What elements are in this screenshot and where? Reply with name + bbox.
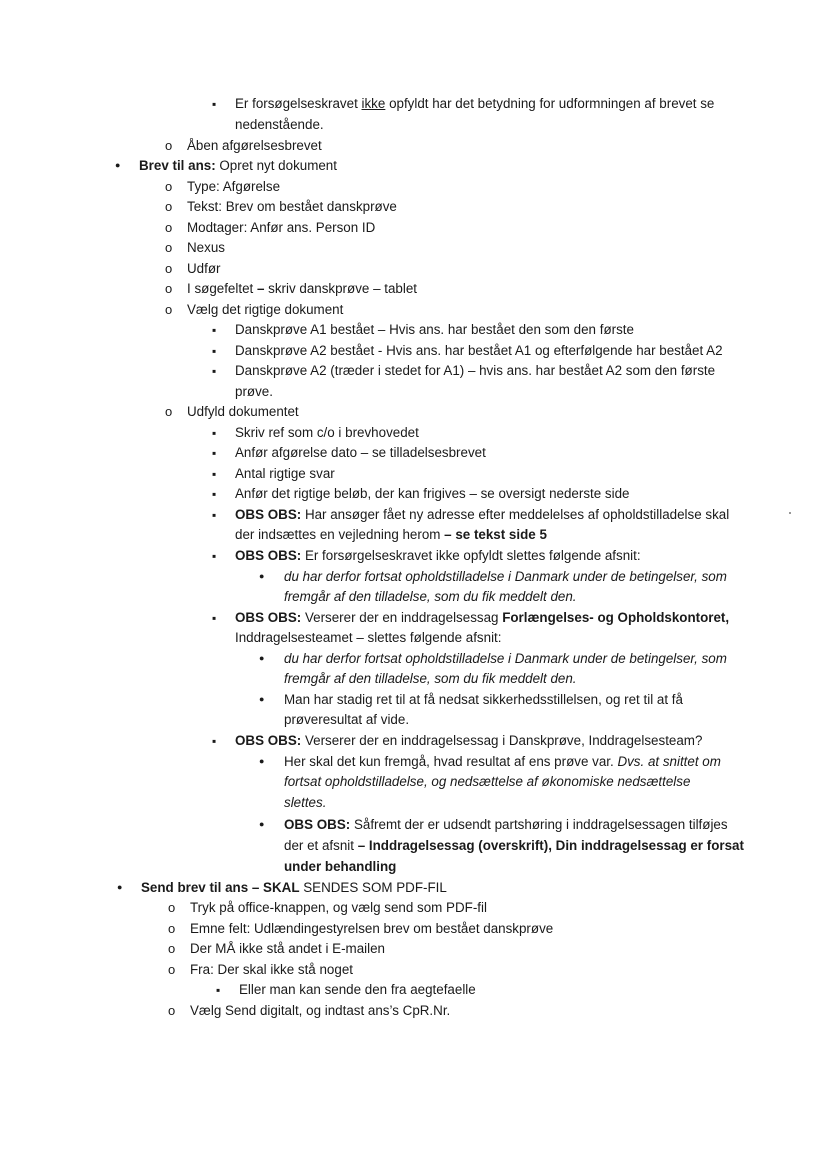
circle-bullet-icon xyxy=(165,279,172,299)
section-heading-brev: Brev til ans: Opret nyt dokument xyxy=(139,158,337,173)
text-line: Anfør det rigtige beløb, der kan frigives – se oversigt nederste side xyxy=(235,486,630,501)
text-line: der et afsnit – Inddragelsessag (overskrift), Din inddragelsessag er forsat xyxy=(284,838,744,853)
text-line: nedenstående. xyxy=(235,117,324,132)
circle-bullet-icon xyxy=(165,136,172,156)
text-line: Der MÅ ikke stå andet i E-mailen xyxy=(190,941,385,956)
text-line: OBS OBS: Såfremt der er udsendt partshøring i inddragelsessagen tilføjes xyxy=(284,817,728,832)
text-line: I søgefeltet – skriv danskprøve – tablet xyxy=(187,281,417,296)
square-bullet-icon xyxy=(212,608,216,628)
text-line: prøveresultat af vide. xyxy=(284,712,410,727)
square-bullet-icon xyxy=(212,320,216,340)
text-line: Antal rigtige svar xyxy=(235,466,335,481)
scan-speck xyxy=(789,512,791,514)
text-line: OBS OBS: Har ansøger fået ny adresse efter meddelelses af opholdstilladelse skal xyxy=(235,507,730,522)
text-line: Emne felt: Udlændingestyrelsen brev om bestået danskprøve xyxy=(190,921,554,936)
text-line: OBS OBS: Verserer der en inddragelsessag Forlængelses- og Opholdskontoret, xyxy=(235,610,730,625)
text-line: du har derfor fortsat opholdstilladelse i Danmark under de betingelser, som xyxy=(284,651,727,666)
square-bullet-icon xyxy=(216,980,220,1000)
square-bullet-icon xyxy=(212,361,216,381)
circle-bullet-icon xyxy=(168,919,175,939)
text-line: Udfør xyxy=(187,261,221,276)
square-bullet-icon xyxy=(212,341,216,361)
text-line: Er forsøgelseskravet ikke opfyldt har det betydning for udformningen af brevet se xyxy=(235,96,715,111)
circle-bullet-icon xyxy=(165,238,172,258)
text-line: du har derfor fortsat opholdstilladelse i Danmark under de betingelser, som xyxy=(284,569,727,584)
text-line: fremgår af den tilladelse, som du fik meddelt den. xyxy=(284,671,577,686)
circle-bullet-icon xyxy=(168,960,175,980)
dot-bullet-icon xyxy=(259,752,264,773)
text-line: Danskprøve A1 bestået – Hvis ans. har bestået den som den første xyxy=(235,322,634,337)
square-bullet-icon xyxy=(212,505,216,525)
circle-bullet-icon xyxy=(165,402,172,422)
text-line: Fra: Der skal ikke stå noget xyxy=(190,962,353,977)
text-line: Vælg Send digitalt, og indtast ans’s CpR.Nr. xyxy=(190,1003,451,1018)
text-line: under behandling xyxy=(284,859,397,874)
text-line: fortsat opholdstilladelse, og nedsættelse af økonomiske nedsættelse xyxy=(284,774,691,789)
text-line: Inddragelsesteamet – slettes følgende afsnit: xyxy=(235,630,502,645)
dot-bullet-icon xyxy=(117,878,122,899)
text-line: Modtager: Anfør ans. Person ID xyxy=(187,220,376,235)
text-line: fremgår af den tilladelse, som du fik meddelt den. xyxy=(284,589,577,604)
dot-bullet-icon xyxy=(259,815,264,836)
text-line: Skriv ref som c/o i brevhovedet xyxy=(235,425,419,440)
square-bullet-icon xyxy=(212,423,216,443)
circle-bullet-icon xyxy=(165,259,172,279)
text-line: Åben afgørelsesbrevet xyxy=(187,138,322,153)
text-line: Danskprøve A2 (træder i stedet for A1) – hvis ans. har bestået A2 som den første xyxy=(235,363,716,378)
text-line: Tryk på office-knappen, og vælg send som PDF-fil xyxy=(190,900,487,915)
text-line: Her skal det kun fremgå, hvad resultat af ens prøve var. Dvs. at snittet om xyxy=(284,754,721,769)
text-line: Anfør afgørelse dato – se tilladelsesbrevet xyxy=(235,445,486,460)
circle-bullet-icon xyxy=(165,177,172,197)
text-line: Type: Afgørelse xyxy=(187,179,281,194)
dot-bullet-icon xyxy=(259,649,264,670)
square-bullet-icon xyxy=(212,731,216,751)
dot-bullet-icon xyxy=(259,567,264,588)
text-line: Man har stadig ret til at få nedsat sikkerhedsstillelsen, og ret til at få xyxy=(284,692,683,707)
text-line: slettes. xyxy=(284,795,327,810)
square-bullet-icon xyxy=(212,464,216,484)
text-line: Tekst: Brev om bestået danskprøve xyxy=(187,199,397,214)
dot-bullet-icon xyxy=(259,690,264,711)
circle-bullet-icon xyxy=(165,197,172,217)
circle-bullet-icon xyxy=(168,898,175,918)
dot-bullet-icon xyxy=(115,156,120,177)
square-bullet-icon xyxy=(212,546,216,566)
square-bullet-icon xyxy=(212,443,216,463)
text-line: Eller man kan sende den fra aegtefaelle xyxy=(239,982,476,997)
square-bullet-icon xyxy=(212,484,216,504)
text-line: Udfyld dokumentet xyxy=(187,404,299,419)
square-bullet-icon xyxy=(212,94,216,114)
circle-bullet-icon xyxy=(168,939,175,959)
text-line: prøve. xyxy=(235,384,273,399)
section-heading-send: Send brev til ans – SKAL SENDES SOM PDF-FIL xyxy=(141,880,447,895)
circle-bullet-icon xyxy=(165,300,172,320)
text-line: der indsættes en vejledning herom – se tekst side 5 xyxy=(235,527,547,542)
text-line: Danskprøve A2 bestået - Hvis ans. har bestået A1 og efterfølgende har bestået A2 xyxy=(235,343,723,358)
text-line: OBS OBS: Er forsørgelseskravet ikke opfyldt slettes følgende afsnit: xyxy=(235,548,641,563)
circle-bullet-icon xyxy=(168,1001,175,1021)
text-line: OBS OBS: Verserer der en inddragelsessag i Danskprøve, Inddragelsesteam? xyxy=(235,733,703,748)
text-line: Nexus xyxy=(187,240,225,255)
circle-bullet-icon xyxy=(165,218,172,238)
text-line: Vælg det rigtige dokument xyxy=(187,302,344,317)
